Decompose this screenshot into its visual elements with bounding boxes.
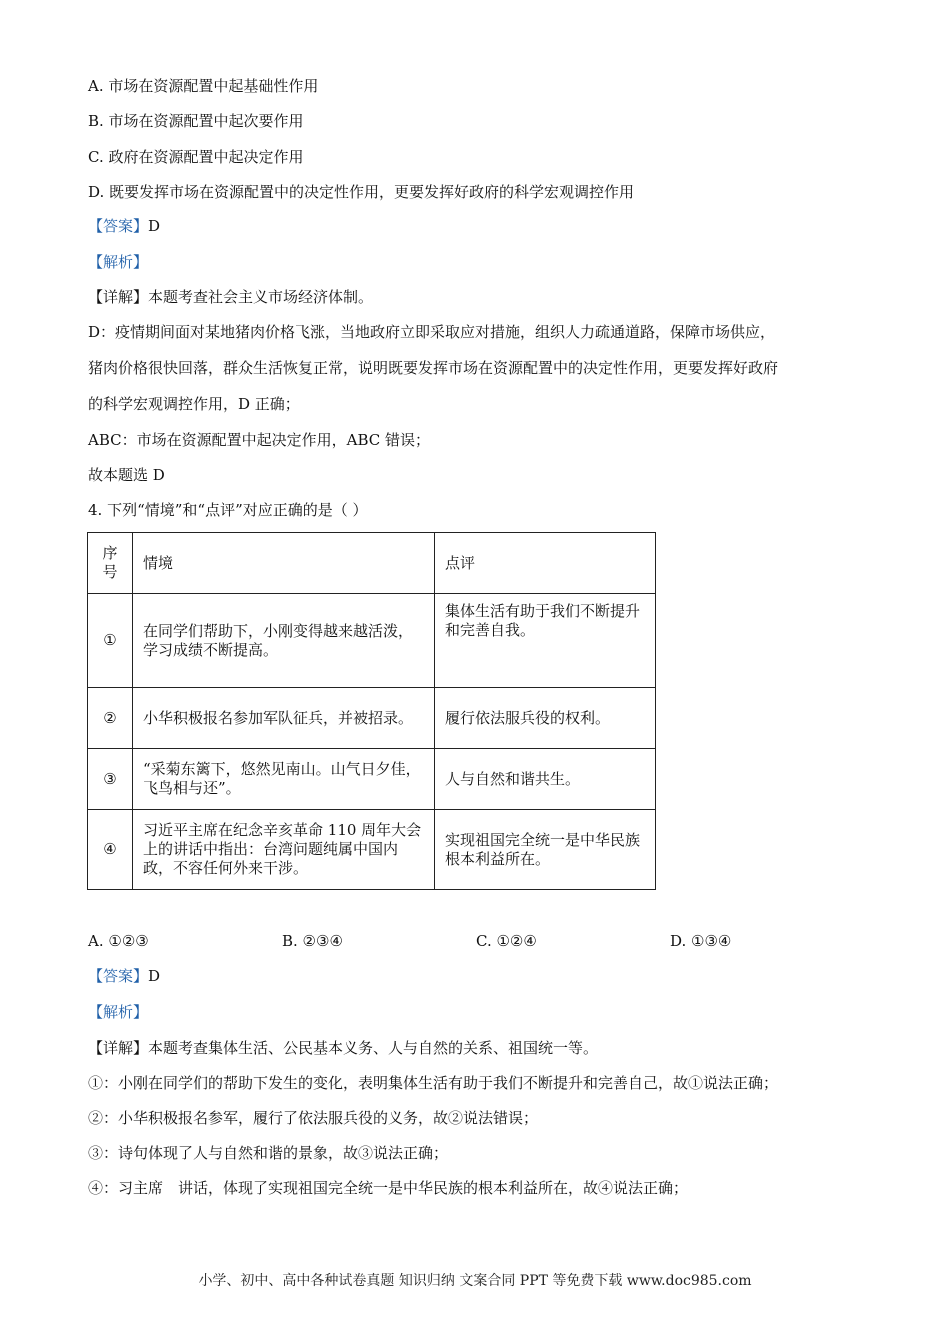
q3-option-a: A. 市场在资源配置中起基础性作用 xyxy=(88,77,319,95)
q4-detail-line: ④：习主席 讲话，体现了实现祖国完全统一是中华民族的根本利益所在，故④说法正确； xyxy=(88,1179,689,1197)
row-situation: 习近平主席在纪念辛亥革命 110 周年大会上的讲话中指出：台湾问题纯属中国内政，不容任何外来干涉。 xyxy=(133,810,435,890)
q4-choice-d: D. ①③④ xyxy=(670,932,732,950)
row-comment: 实现祖国完全统一是中华民族根本利益所在。 xyxy=(435,810,656,890)
row-comment: 人与自然和谐共生。 xyxy=(435,749,656,810)
answer-tag: 【答案】 xyxy=(88,217,149,235)
row-num: ③ xyxy=(88,749,133,810)
q3-detail-line: ABC：市场在资源配置中起决定作用，ABC 错误； xyxy=(88,431,430,449)
answer-value: D xyxy=(148,967,161,985)
q4-answer xyxy=(88,966,160,986)
row-num: ④ xyxy=(88,810,133,890)
q4-detail-line: ①：小刚在同学们的帮助下发生的变化，表明集体生活有助于我们不断提升和完善自己，故①说法正确； xyxy=(88,1074,779,1092)
page-footer: 小学、初中、高中各种试卷真题 知识归纳 文案合同 PPT 等免费下载 www.doc985.com xyxy=(198,1273,752,1289)
table-header-row xyxy=(88,533,656,594)
q4-detail-line: ③：诗句体现了人与自然和谐的景象，故③说法正确； xyxy=(88,1144,449,1162)
q3-option-b: B. 市场在资源配置中起次要作用 xyxy=(88,112,304,130)
q4-table xyxy=(87,532,656,890)
header-situation: 情境 xyxy=(133,533,435,594)
answer-tag: 【答案】 xyxy=(88,967,149,985)
q3-detail-line: D：疫情期间面对某地猪肉价格飞涨，当地政府立即采取应对措施，组织人力疏通道路，保障市场供应， xyxy=(88,323,776,341)
q3-analysis-tag: 【解析】 xyxy=(88,253,149,271)
q4-choice-a: A. ①②③ xyxy=(88,932,149,950)
table-row xyxy=(88,810,656,890)
row-situation: 小华积极报名参加军队征兵，并被招录。 xyxy=(133,688,435,749)
q4-stem: 4. 下列“情境”和“点评”对应正确的是（ ） xyxy=(88,501,368,519)
q4-choice-b: B. ②③④ xyxy=(282,932,343,950)
q3-detail-line: 【详解】本题考查社会主义市场经济体制。 xyxy=(88,288,374,306)
q4-detail-line: ②：小华积极报名参军，履行了依法服兵役的义务，故②说法错误； xyxy=(88,1109,539,1127)
row-comment: 集体生活有助于我们不断提升和完善自我。 xyxy=(435,594,656,688)
row-num: ② xyxy=(88,688,133,749)
answer-value: D xyxy=(148,217,161,235)
header-comment: 点评 xyxy=(435,533,656,594)
q4-detail-line: 【详解】本题考查集体生活、公民基本义务、人与自然的关系、祖国统一等。 xyxy=(88,1039,599,1057)
row-num: ① xyxy=(88,594,133,688)
q3-answer xyxy=(88,216,160,236)
header-num: 序号 xyxy=(88,533,133,594)
q3-detail-line: 的科学宏观调控作用，D 正确； xyxy=(88,395,300,413)
row-comment: 履行依法服兵役的权利。 xyxy=(435,688,656,749)
q3-option-c: C. 政府在资源配置中起决定作用 xyxy=(88,148,304,166)
q4-choice-c: C. ①②④ xyxy=(476,932,537,950)
table-row xyxy=(88,594,656,688)
table-row xyxy=(88,749,656,810)
q3-option-d: D. 既要发挥市场在资源配置中的决定性作用，更要发挥好政府的科学宏观调控作用 xyxy=(88,183,635,201)
q4-analysis-tag: 【解析】 xyxy=(88,1003,149,1021)
q3-detail-line: 猪肉价格很快回落，群众生活恢复正常，说明既要发挥市场在资源配置中的决定性作用，更要发挥好政府 xyxy=(88,359,779,377)
q3-detail-line: 故本题选 D xyxy=(88,466,165,484)
row-situation: 在同学们帮助下，小刚变得越来越活泼，学习成绩不断提高。 xyxy=(133,594,435,688)
table-row xyxy=(88,688,656,749)
row-situation: “采菊东篱下，悠然见南山。山气日夕佳，飞鸟相与还”。 xyxy=(133,749,435,810)
